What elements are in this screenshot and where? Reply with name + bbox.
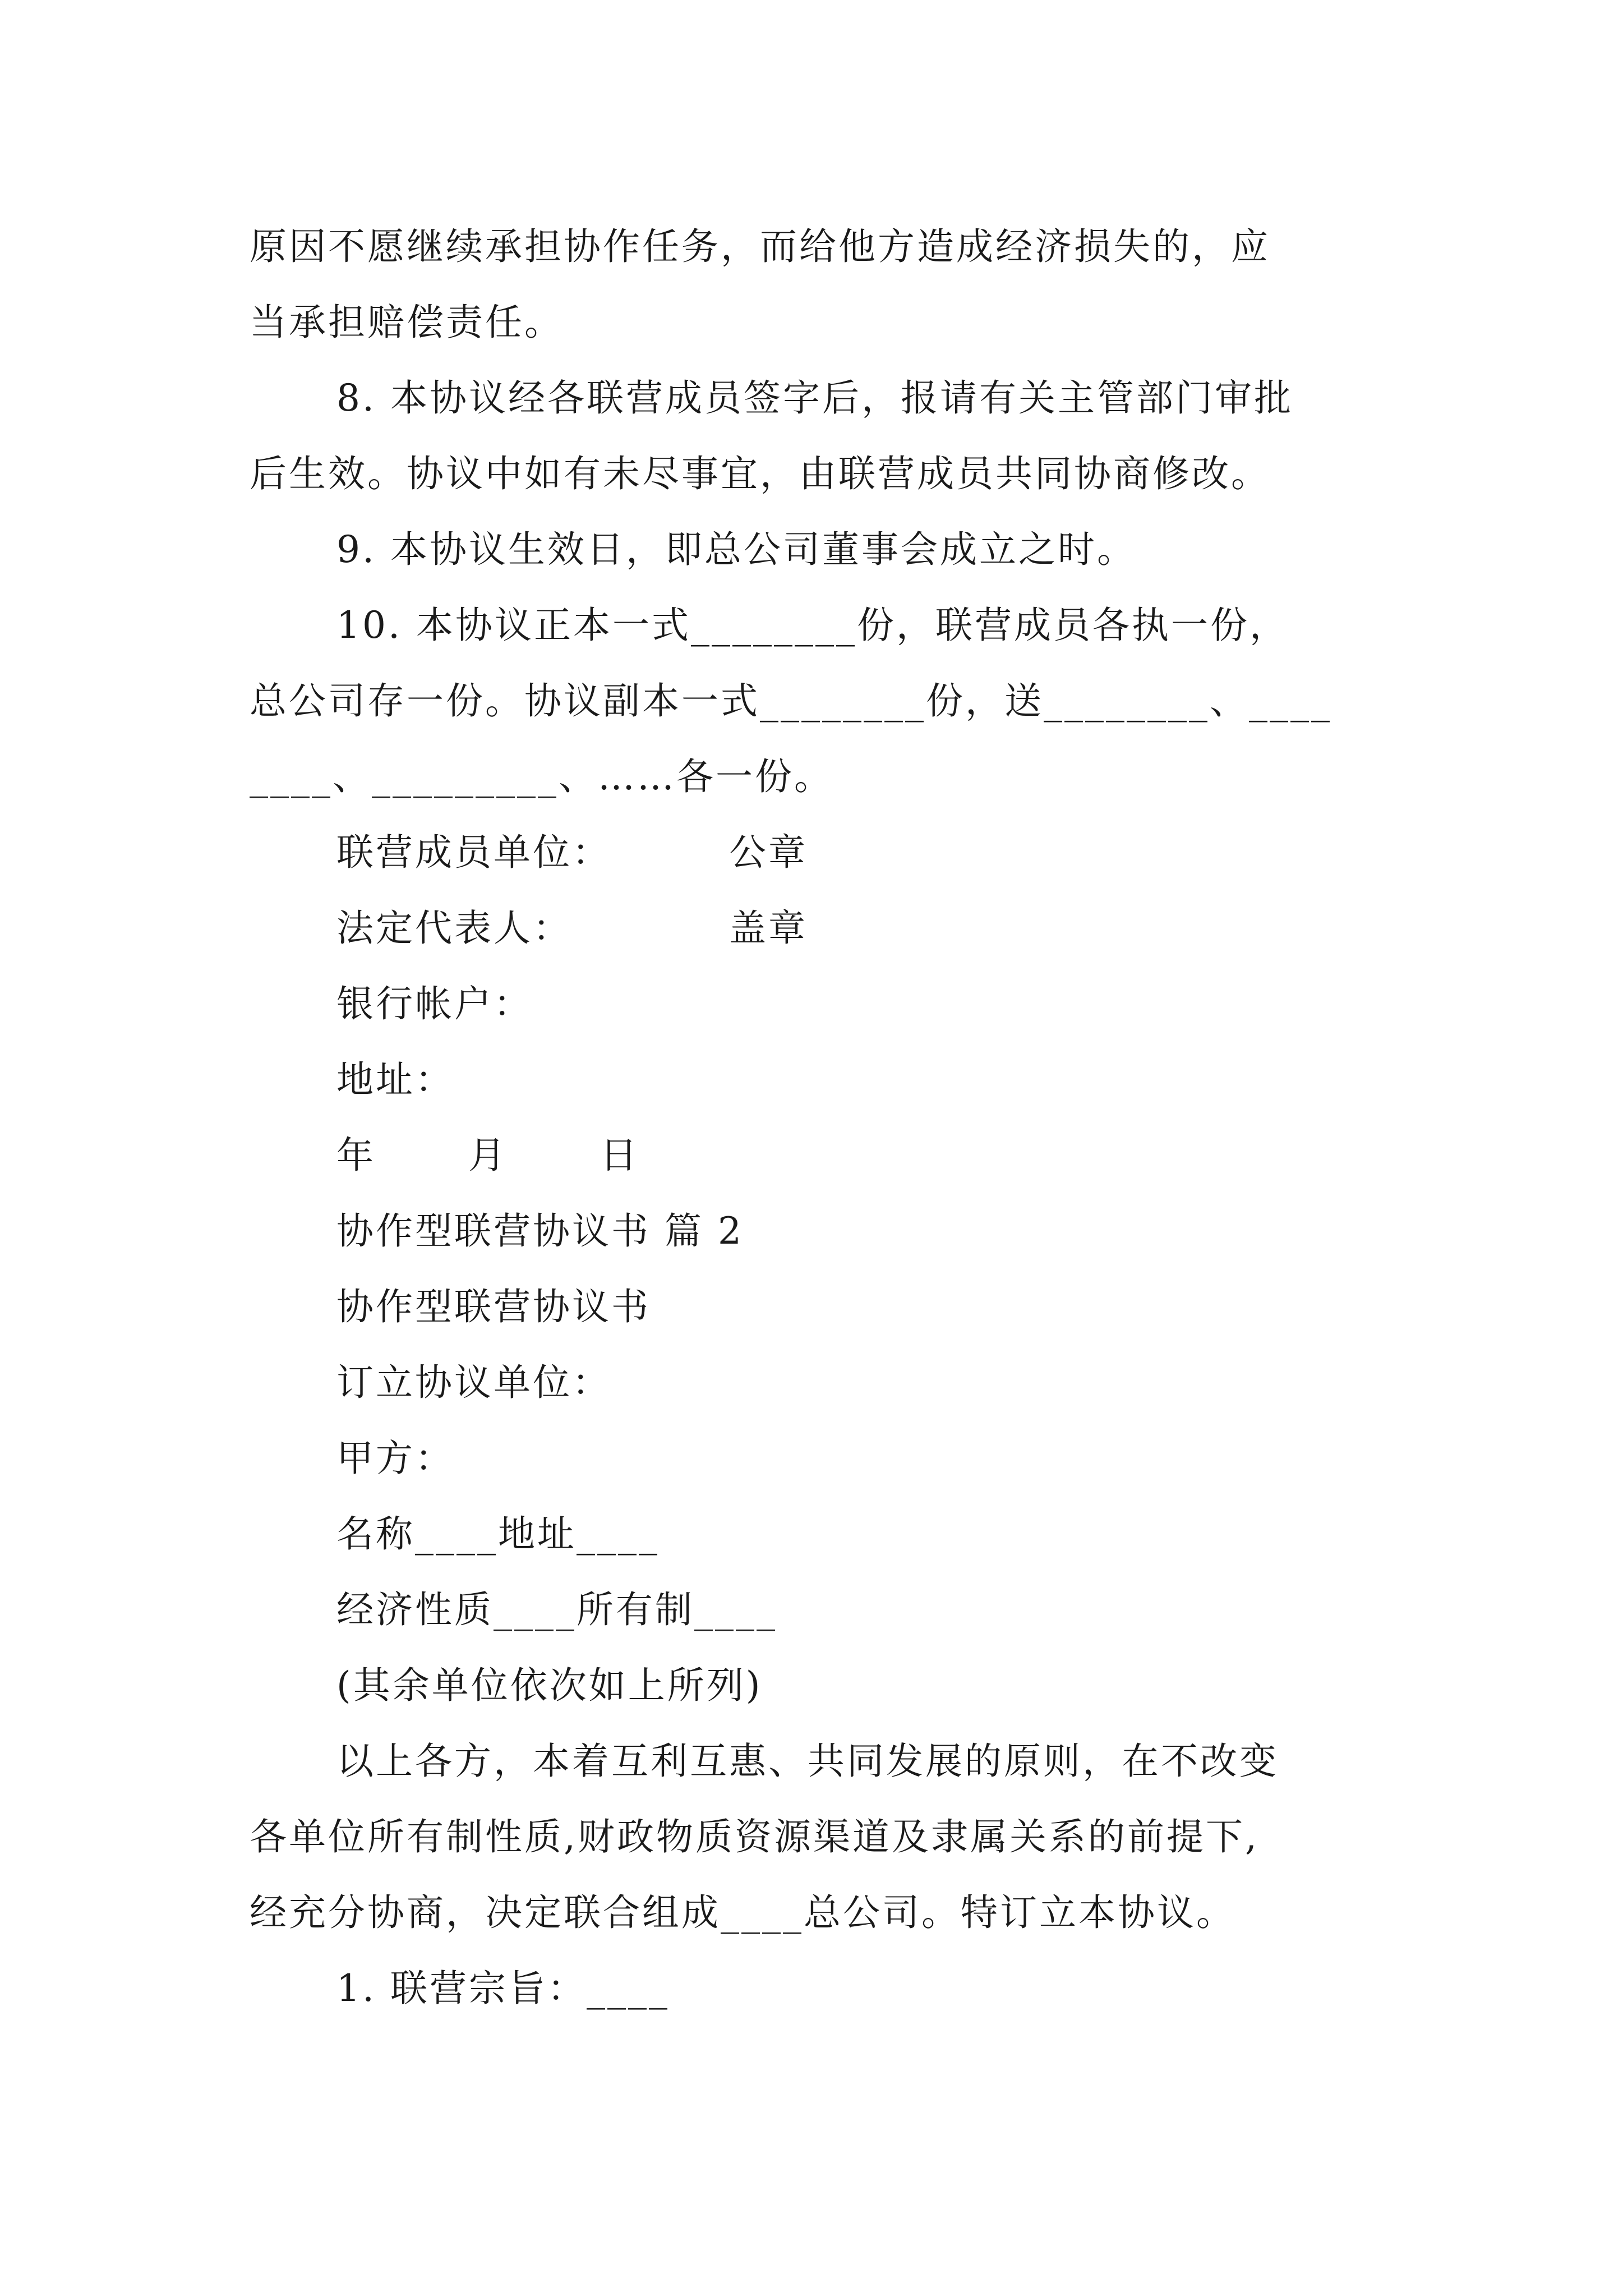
preamble-line: 以上各方，本着互利互惠、共同发展的原则，在不改变: [336, 1740, 1279, 1783]
date-line: [336, 1130, 732, 1181]
clause-10-line: 10. 本协议正本一式________份，联营成员各执一份，: [336, 604, 1289, 647]
paragraph-line: 原因不愿继续承担协作任务，而给他方造成经济损失的，应: [250, 225, 1270, 268]
party-a-label: 甲方：: [336, 1437, 454, 1480]
economic-nature-line: 经济性质____所有制____: [336, 1588, 777, 1631]
member-unit-label: 联营成员单位：: [336, 831, 611, 874]
preamble-line: 各单位所有制性质,财政物质资源渠道及隶属关系的前提下,: [250, 1815, 1259, 1858]
signature-member-unit: [336, 827, 808, 878]
stamp-label: 盖章: [729, 907, 808, 950]
paragraph-line: 当承担赔偿责任。: [250, 301, 564, 344]
address-label: 地址：: [336, 1058, 454, 1101]
legal-rep-label: 法定代表人：: [336, 907, 572, 950]
others-note: (其余单位依次如上所列): [336, 1664, 763, 1707]
parties-label: 订立协议单位：: [336, 1361, 611, 1404]
clause-8-line: 8. 本协议经各联营成员签字后，报请有关主管部门审批: [336, 376, 1293, 420]
paragraph-line: ____、_________、……各一份。: [250, 755, 833, 798]
signature-legal-rep: [336, 903, 808, 954]
paragraph-line: 后生效。协议中如有未尽事宜，由联营成员共同协商修改。: [250, 452, 1270, 495]
date-day: 日: [600, 1134, 639, 1177]
clause-1-line: 1. 联营宗旨：____: [336, 1967, 670, 2010]
bank-account-label: 银行帐户：: [336, 982, 533, 1025]
date-month: 月: [468, 1134, 508, 1177]
paragraph-line: 总公司存一份。协议副本一式________份，送________、____: [250, 679, 1332, 723]
section-title: 协作型联营协议书: [336, 1285, 651, 1328]
clause-9-line: 9. 本协议生效日，即总公司董事会成立之时。: [336, 528, 1136, 571]
section-heading: 协作型联营协议书 篇 2: [336, 1209, 744, 1253]
name-address-line: 名称____地址____: [336, 1512, 660, 1556]
date-year: 年: [336, 1134, 376, 1177]
preamble-line: 经充分协商，决定联合组成____总公司。特订立本协议。: [250, 1891, 1235, 1934]
official-seal-label: 公章: [729, 831, 808, 874]
